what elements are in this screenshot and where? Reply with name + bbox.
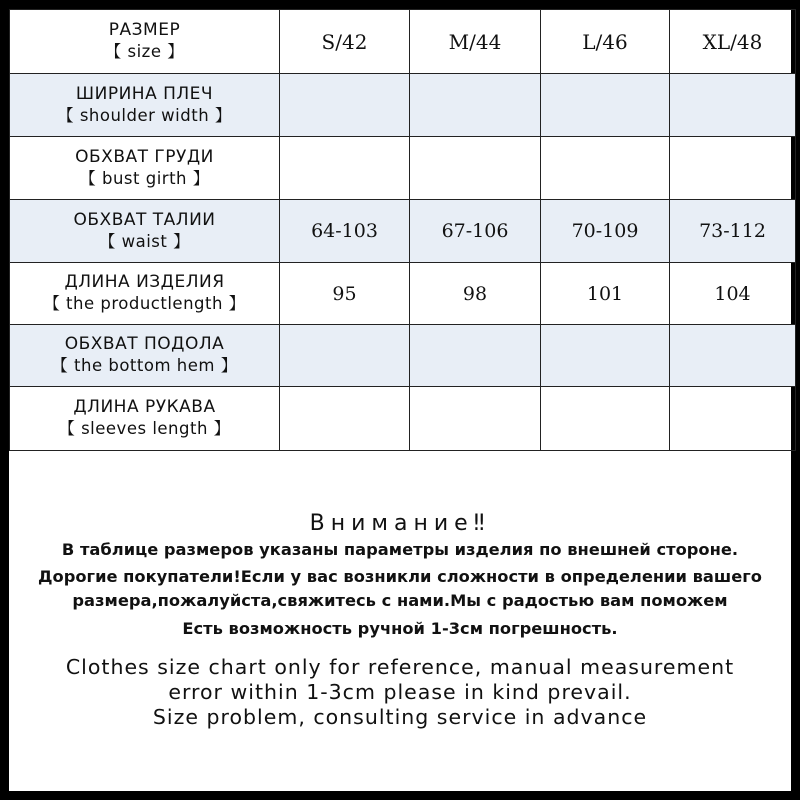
notice-en-line: Clothes size chart only for reference, manual measurement (65, 655, 735, 679)
notice-ru-line: Дорогие покупатели!Если у вас возникли сложности в определении вашего (38, 567, 762, 586)
row-label (10, 200, 280, 263)
value-cell: 98 (410, 263, 541, 325)
row-label-ru: ДЛИНА РУКАВА (73, 397, 216, 417)
value-cell (410, 74, 541, 137)
row-label (10, 74, 280, 137)
value-cell: 64-103 (280, 200, 410, 263)
value-cell (670, 387, 796, 451)
size-col-header: S/42 (280, 10, 410, 74)
size-chart-card (9, 9, 791, 791)
value-cell (280, 325, 410, 387)
row-label-en: 【 sleeves length 】 (58, 419, 231, 438)
notice-en-line: Size problem, consulting service in advance (152, 705, 648, 729)
row-label (10, 387, 280, 451)
size-header-cell (10, 10, 280, 74)
value-cell: 101 (541, 263, 670, 325)
table-row (10, 387, 796, 451)
row-label (10, 325, 280, 387)
value-cell (670, 325, 796, 387)
value-cell (670, 74, 796, 137)
table-row (10, 325, 796, 387)
value-cell (541, 137, 670, 200)
row-label-en: 【 waist 】 (98, 231, 191, 251)
value-cell: 70-109 (541, 200, 670, 263)
row-label-ru: ОБХВАТ ПОДОЛА (64, 334, 225, 354)
value-cell: 104 (670, 263, 796, 325)
value-cell: 95 (280, 263, 410, 325)
row-label (10, 263, 280, 325)
notice-ru-line: Есть возможность ручной 1-3см погрешность. (182, 619, 618, 638)
row-label-en: 【 shoulder width 】 (57, 105, 232, 125)
row-label-ru: ОБХВАТ ГРУДИ (75, 146, 214, 167)
row-label (10, 137, 280, 200)
value-cell (541, 387, 670, 451)
row-label-ru: ОБХВАТ ТАЛИИ (73, 209, 216, 230)
row-label-ru: ДЛИНА ИЗДЕЛИЯ (64, 272, 225, 292)
table-row (10, 200, 796, 263)
size-header-en: 【 size 】 (104, 42, 185, 61)
notice-title: Внимание‼ (309, 511, 491, 536)
value-cell (280, 74, 410, 137)
value-cell (410, 325, 541, 387)
row-label-en: 【 bust girth 】 (79, 168, 210, 188)
value-cell (541, 74, 670, 137)
notice-ru-line: В таблице размеров указаны параметры изделия по внешней стороне. (61, 540, 739, 559)
row-label-en: 【 the bottom hem 】 (51, 356, 238, 375)
value-cell (280, 387, 410, 451)
notice-ru-line: размера,пожалуйста,свяжитесь с нами.Мы с радостью вам поможем (72, 591, 728, 610)
size-col-header: L/46 (541, 10, 670, 74)
table-row (10, 74, 796, 137)
value-cell (280, 137, 410, 200)
size-col-header: M/44 (410, 10, 541, 74)
table-row (10, 263, 796, 325)
value-cell (410, 387, 541, 451)
size-table (9, 9, 796, 451)
table-row (10, 137, 796, 200)
value-cell: 73-112 (670, 200, 796, 263)
value-cell: 67-106 (410, 200, 541, 263)
size-col-header: XL/48 (670, 10, 796, 74)
value-cell (410, 137, 541, 200)
row-label-ru: ШИРИНА ПЛЕЧ (75, 83, 214, 104)
table-header-row (10, 10, 796, 74)
size-header-ru: РАЗМЕР (108, 20, 181, 40)
row-label-en: 【 the productlength 】 (43, 294, 246, 313)
value-cell (670, 137, 796, 200)
notice-en-line: error within 1-3cm please in kind prevail. (168, 680, 632, 704)
value-cell (541, 325, 670, 387)
